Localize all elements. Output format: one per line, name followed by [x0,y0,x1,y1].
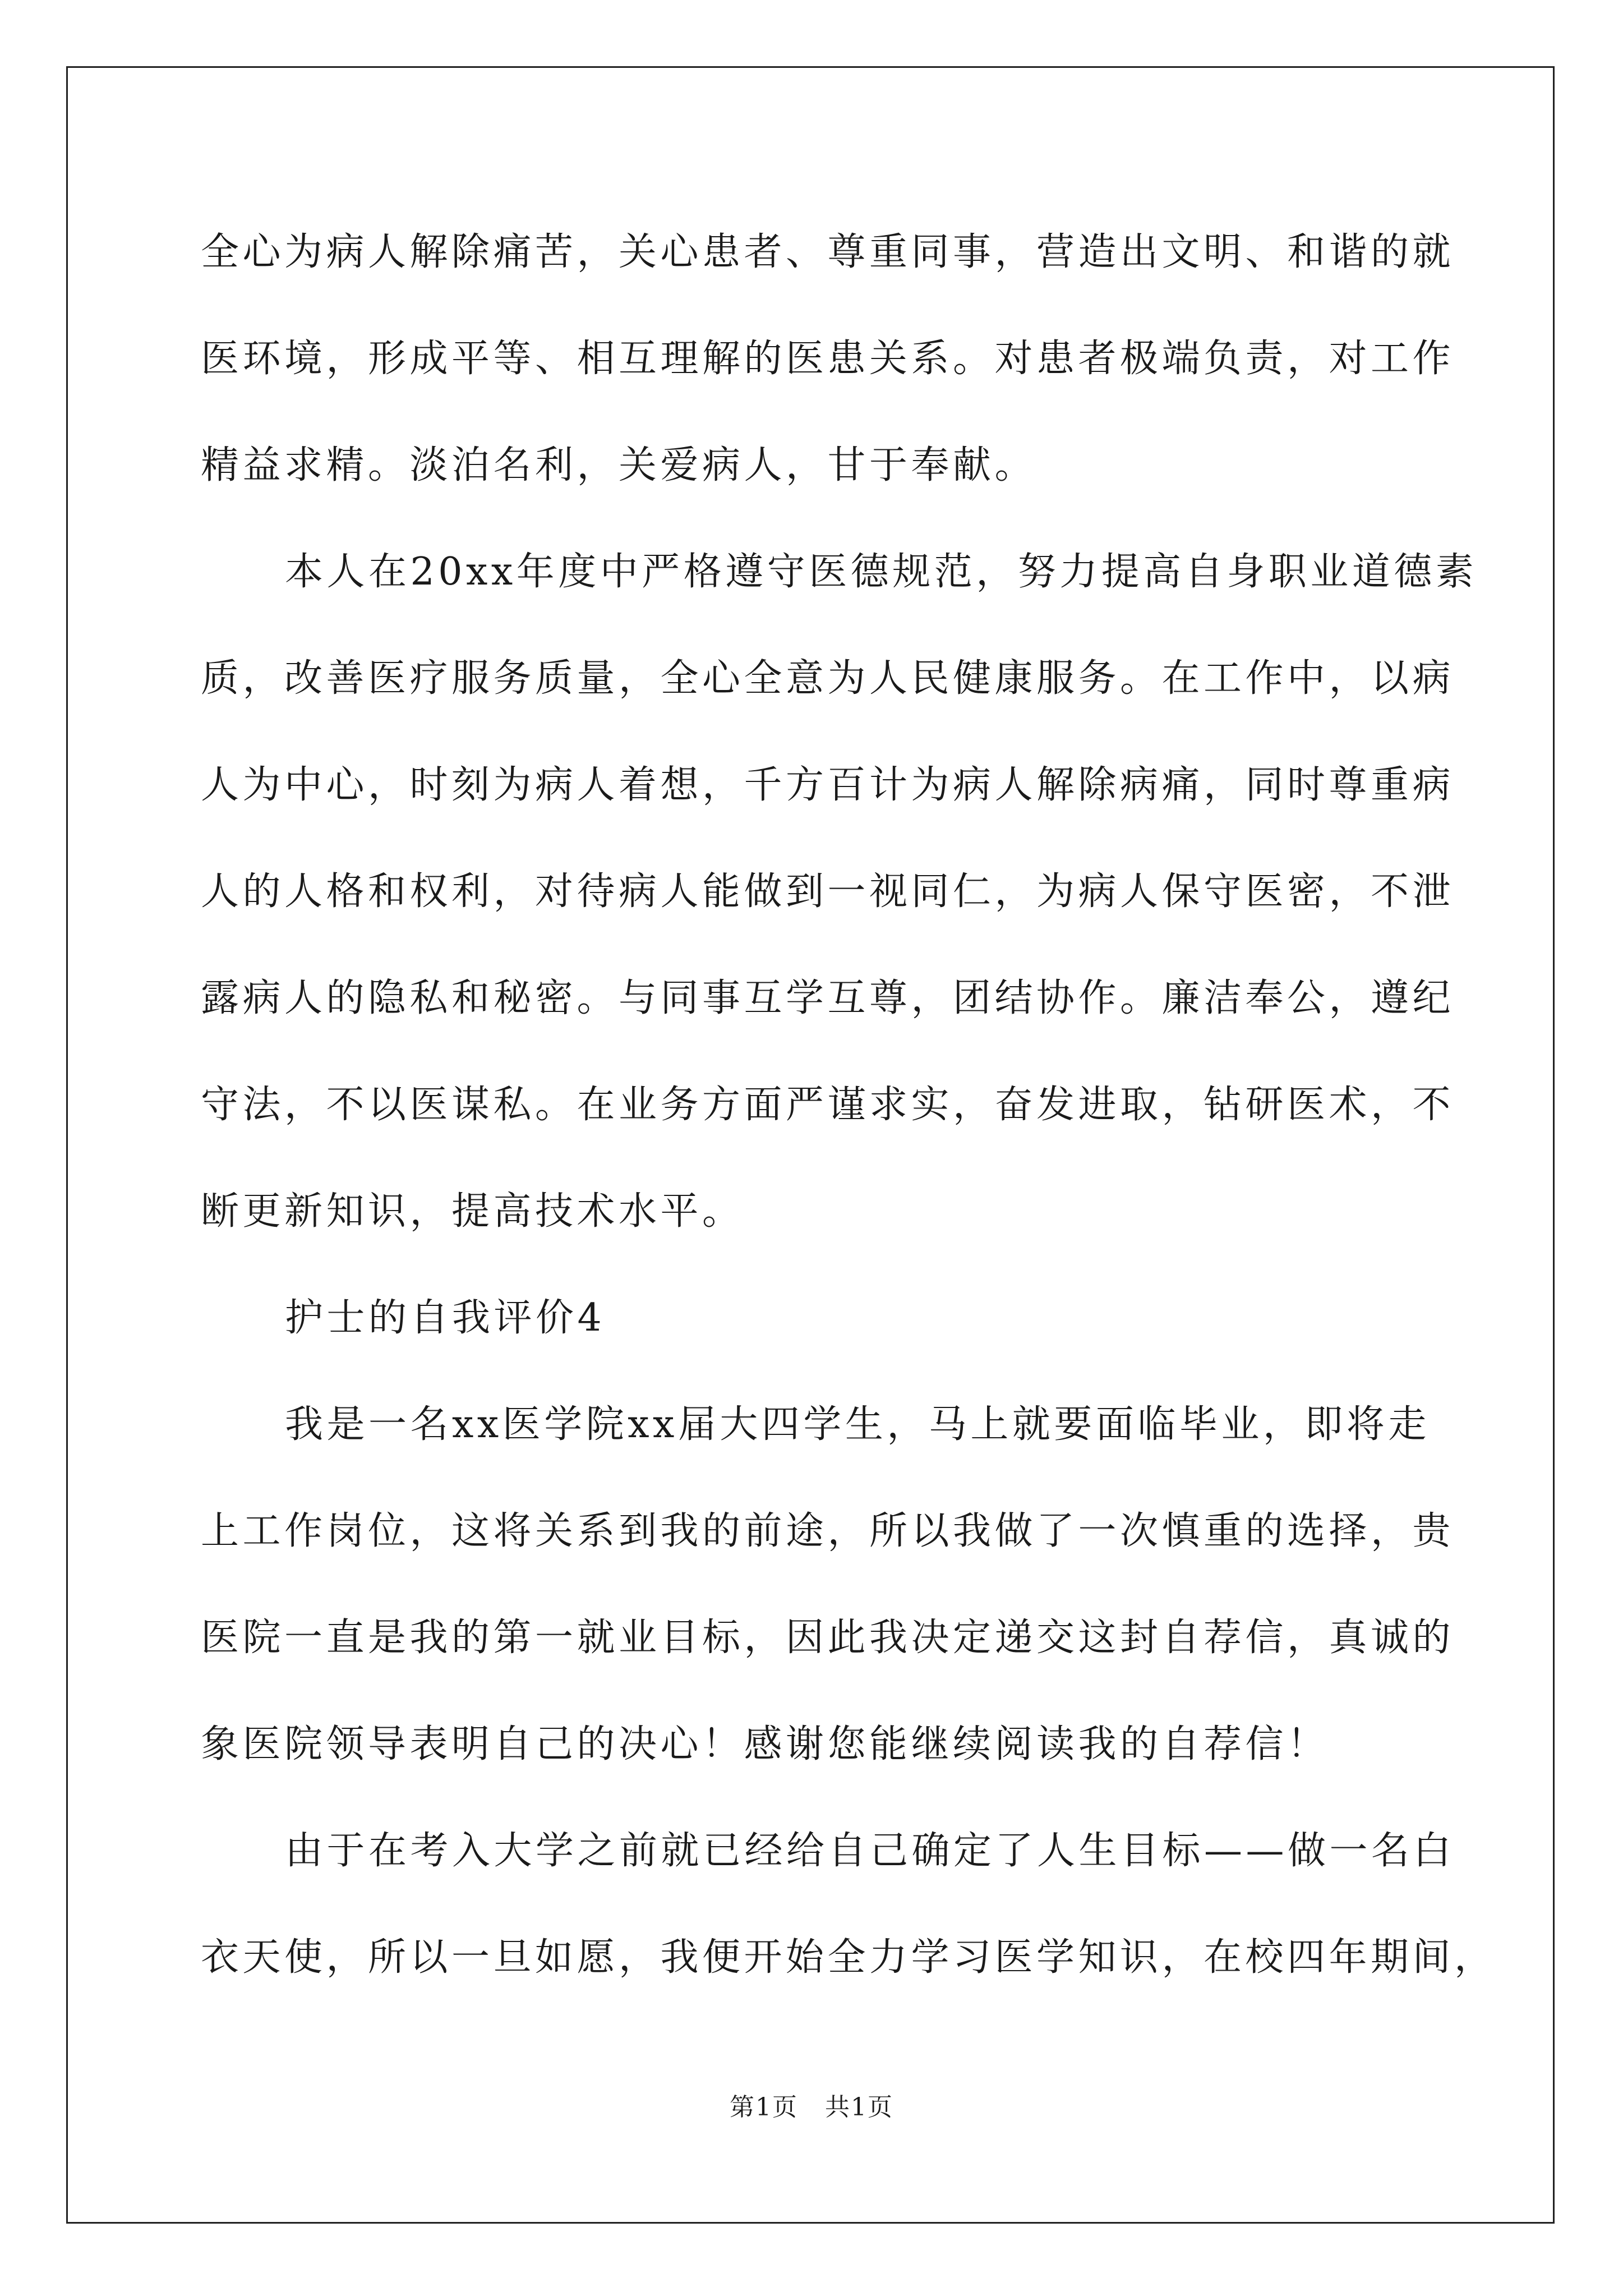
section-heading: 护士的自我评价4 [285,1296,606,1340]
paragraph-line: 医院一直是我的第一就业目标，因此我决定递交这封自荐信，真诚的 [201,1616,1455,1660]
page-footer [0,2087,1623,2123]
paragraph-line: 露病人的隐私和秘密。与同事互学互尊，团结协作。廉洁奉公，遵纪 [201,976,1455,1020]
page-number-total: 共1页 [825,2093,893,2122]
paragraph-line: 精益求精。淡泊名利，关爱病人，甘于奉献。 [201,443,1037,487]
paragraph-line: 我是一名xx医学院xx届大四学生，马上就要面临毕业，即将走 [285,1402,1430,1447]
paragraph-line: 由于在考入大学之前就已经给自己确定了人生目标——做一名白 [285,1829,1455,1873]
paragraph-line: 人的人格和权利，对待病人能做到一视同仁，为病人保守医密，不泄 [201,869,1455,914]
paragraph-line: 全心为病人解除痛苦，关心患者、尊重同事，营造出文明、和谐的就 [201,230,1455,274]
paragraph-line: 象医院领导表明自己的决心！感谢您能继续阅读我的自荐信！ [201,1722,1329,1766]
paragraph-line: 医环境，形成平等、相互理解的医患关系。对患者极端负责，对工作 [201,337,1455,381]
paragraph-line: 守法，不以医谋私。在业务方面严谨求实，奋发进取，钻研医术，不 [201,1083,1455,1127]
paragraph-line: 质，改善医疗服务质量，全心全意为人民健康服务。在工作中，以病 [201,656,1455,701]
document-body [201,219,1496,2031]
paragraph-line: 衣天使，所以一旦如愿，我便开始全力学习医学知识，在校四年期间， [201,1935,1496,1980]
paragraph-line: 断更新知识，提高技术水平。 [201,1189,744,1234]
paragraph-line: 人为中心，时刻为病人着想，千方百计为病人解除病痛，同时尊重病 [201,763,1455,807]
paragraph-line: 上工作岗位，这将关系到我的前途，所以我做了一次慎重的选择，贵 [201,1509,1455,1553]
paragraph-line: 本人在20xx年度中严格遵守医德规范，努力提高自身职业道德素 [285,550,1478,594]
page-number-current: 第1页 [730,2093,798,2122]
